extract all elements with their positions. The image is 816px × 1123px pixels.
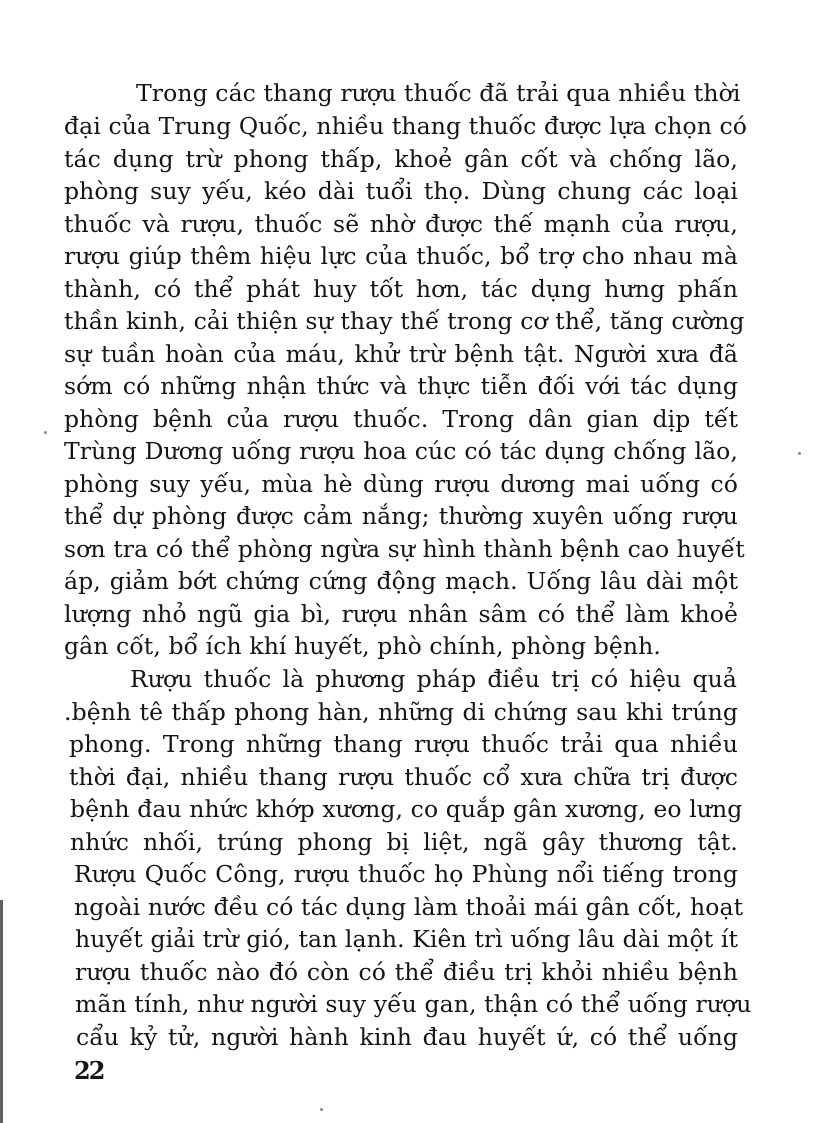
text-line: gân cốt, bổ ích khí huyết, phò chính, phòng bệnh.: [64, 632, 661, 660]
text-line: thần kinh, cải thiện sự thay thế trong cơ thể, tăng cường: [64, 307, 745, 335]
text-line: thời đại, nhiều thang rượu thuốc cổ xưa chữa trị được: [69, 763, 738, 791]
scan-edge-mark: [0, 900, 3, 1123]
text-line: phong. Trong những thang rượu thuốc trải qua nhiều: [69, 730, 738, 758]
text-line: mãn tính, như người suy yếu gan, thận có thể uống rượu: [75, 990, 752, 1018]
text-line: thành, có thể phát huy tốt hơn, tác dụng hưng phấn: [64, 275, 738, 303]
scan-speck: [44, 431, 47, 434]
text-line: huyết giải trừ gió, tan lạnh. Kiên trì uống lâu dài một ít: [75, 925, 738, 953]
text-line: Rượu thuốc là phương pháp điều trị có hiệu quả: [130, 665, 737, 693]
text-line: lượng nhỏ ngũ gia bì, rượu nhân sâm có thể làm khoẻ: [64, 600, 738, 628]
text-line: bệnh đau nhức khớp xương, co quắp gân xương, eo lưng: [70, 795, 743, 823]
text-line: nhức nhối, trúng phong bị liệt, ngã gây thương tật.: [70, 828, 738, 856]
text-line: Rượu Quốc Công, rượu thuốc họ Phùng nổi tiếng trong: [74, 860, 738, 888]
text-line: phòng bệnh của rượu thuốc. Trong dân gian dịp tết: [64, 405, 738, 433]
text-line: Trong các thang rượu thuốc đã trải qua nhiều thời: [136, 79, 741, 107]
text-line: thuốc và rượu, thuốc sẽ nhờ được thế mạnh của rượu,: [64, 210, 738, 238]
text-line: tác dụng trừ phong thấp, khoẻ gân cốt và chống lão,: [64, 145, 738, 173]
text-line: thể dự phòng được cảm nắng; thường xuyên uống rượu: [64, 502, 738, 530]
text-line: đại của Trung Quốc, nhiều thang thuốc được lựa chọn có: [64, 112, 748, 140]
text-line: sớm có những nhận thức và thực tiễn đối với tác dụng: [64, 372, 738, 400]
text-line: áp, giảm bớt chứng cứng động mạch. Uống lâu dài một: [64, 567, 738, 595]
text-line: rượu giúp thêm hiệu lực của thuốc, bổ trợ cho nhau mà: [64, 242, 738, 270]
text-line: phòng suy yếu, mùa hè dùng rượu dương mai uống có: [64, 470, 738, 498]
text-line: phòng suy yếu, kéo dài tuổi thọ. Dùng chung các loại: [64, 177, 738, 205]
text-line: sự tuần hoàn của máu, khử trừ bệnh tật. Người xưa đã: [64, 340, 738, 368]
text-line: .bệnh tê thấp phong hàn, những di chứng sau khi trúng: [64, 698, 738, 726]
text-line: cẩu kỷ tử, người hành kinh đau huyết ứ, có thể uống: [76, 1023, 738, 1051]
scan-speck: [320, 1108, 323, 1111]
text-line: rượu thuốc nào đó còn có thể điều trị khỏi nhiều bệnh: [75, 958, 738, 986]
text-line: sơn tra có thể phòng ngừa sự hình thành bệnh cao huyết: [64, 535, 745, 563]
scan-speck: [798, 452, 801, 455]
page-number: 22: [74, 1056, 104, 1085]
text-line: Trùng Dương uống rượu hoa cúc có tác dụng chống lão,: [64, 437, 738, 465]
text-line: ngoài nước đều có tác dụng làm thoải mái gân cốt, hoạt: [74, 893, 744, 921]
